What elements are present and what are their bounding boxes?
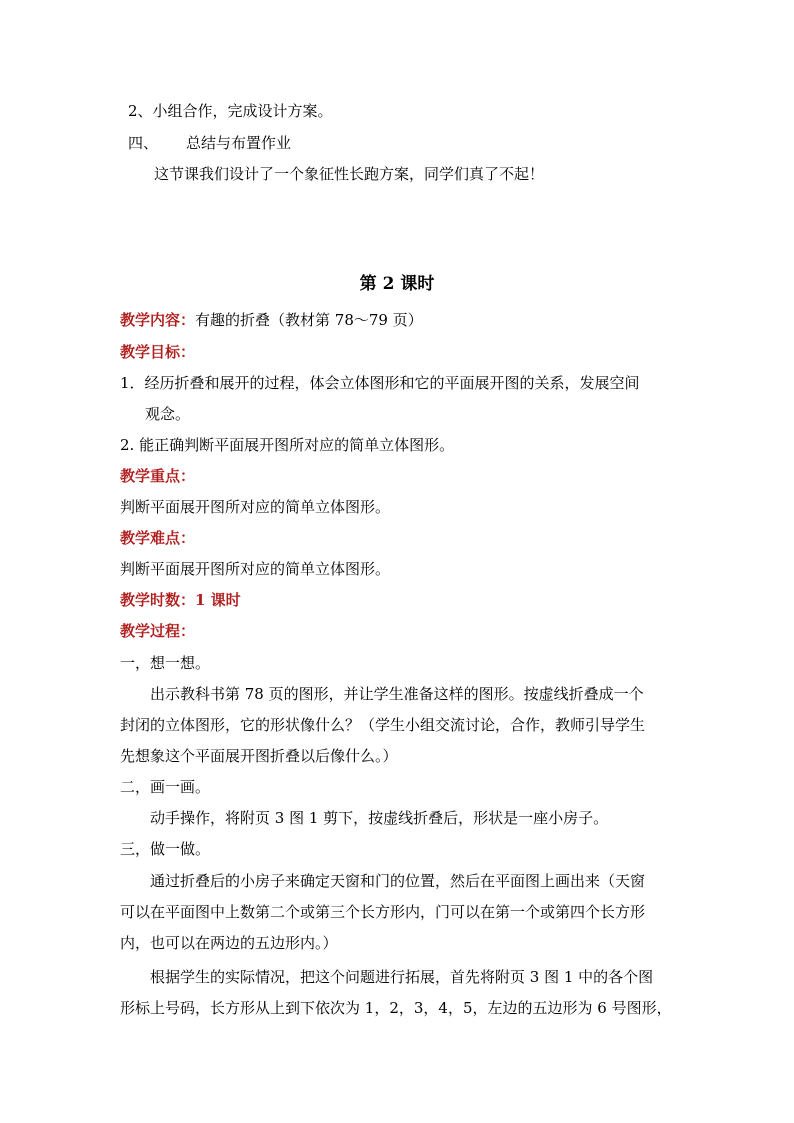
step-1-paragraph-line-1: 出示教科书第 78 页的图形，并让学生准备这样的图形。按虚线折叠成一个: [150, 685, 644, 703]
key-point-text: 判断平面展开图所对应的简单立体图形。: [120, 498, 391, 516]
section-4-number: 四、: [128, 134, 159, 152]
teaching-content-text: 有趣的折叠（教材第 78～79 页）: [195, 311, 423, 329]
step-1-paragraph-line-2: 封闭的立体图形，它的形状像什么？（学生小组交流讨论，合作，教师引导学生: [120, 716, 646, 734]
step-1-paragraph-line-3: 先想象这个平面展开图折叠以后像什么。）: [120, 747, 398, 765]
lesson-title: 第 2 课时: [359, 274, 435, 294]
step-3-title: 三，做一做。: [120, 840, 211, 858]
section-4-title: 总结与布置作业: [186, 134, 292, 152]
goal-1-line-2: 观念。: [145, 405, 191, 423]
teaching-goals-label: 教学目标：: [120, 343, 196, 361]
step-3-paragraph-line-5: 形标上号码，长方形从上到下依次为 1，2，3，4，5，左边的五边形为 6 号图形，: [120, 999, 672, 1017]
difficulty-label: 教学难点：: [120, 529, 196, 547]
goal-1-line-1: 1．经历折叠和展开的过程，体会立体图形和它的平面展开图的关系，发展空间: [120, 374, 640, 392]
teaching-content: [120, 310, 680, 330]
step-3-paragraph-line-3: 内，也可以在两边的五边形内。）: [120, 934, 338, 952]
step-2-paragraph: 动手操作，将附页 3 图 1 剪下，按虚线折叠后，形状是一座小房子。: [150, 809, 609, 827]
item-2: 2、小组合作，完成设计方案。: [128, 102, 333, 120]
step-3-paragraph-line-1: 通过折叠后的小房子来确定天窗和门的位置，然后在平面图上画出来（天窗: [150, 872, 646, 890]
step-1-title: 一，想一想。: [120, 654, 211, 672]
step-2-title: 二，画一画。: [120, 778, 211, 796]
goal-2: 2. 能正确判断平面展开图所对应的简单立体图形。: [120, 436, 455, 454]
process-label: 教学过程：: [120, 622, 196, 640]
teaching-content-label: 教学内容：: [120, 311, 196, 329]
section-4-heading: [128, 133, 688, 153]
step-3-paragraph-line-4: 根据学生的实际情况，把这个问题进行拓展，首先将附页 3 图 1 中的各个图: [150, 968, 654, 986]
teaching-hours: 教学时数：1 课时: [120, 591, 241, 609]
key-point-label: 教学重点：: [120, 467, 196, 485]
summary-text: 这节课我们设计了一个象征性长跑方案，同学们真了不起！: [154, 165, 545, 183]
difficulty-text: 判断平面展开图所对应的简单立体图形。: [120, 560, 391, 578]
step-3-paragraph-line-2: 可以在平面图中上数第二个或第三个长方形内，门可以在第一个或第四个长方形: [120, 903, 646, 921]
